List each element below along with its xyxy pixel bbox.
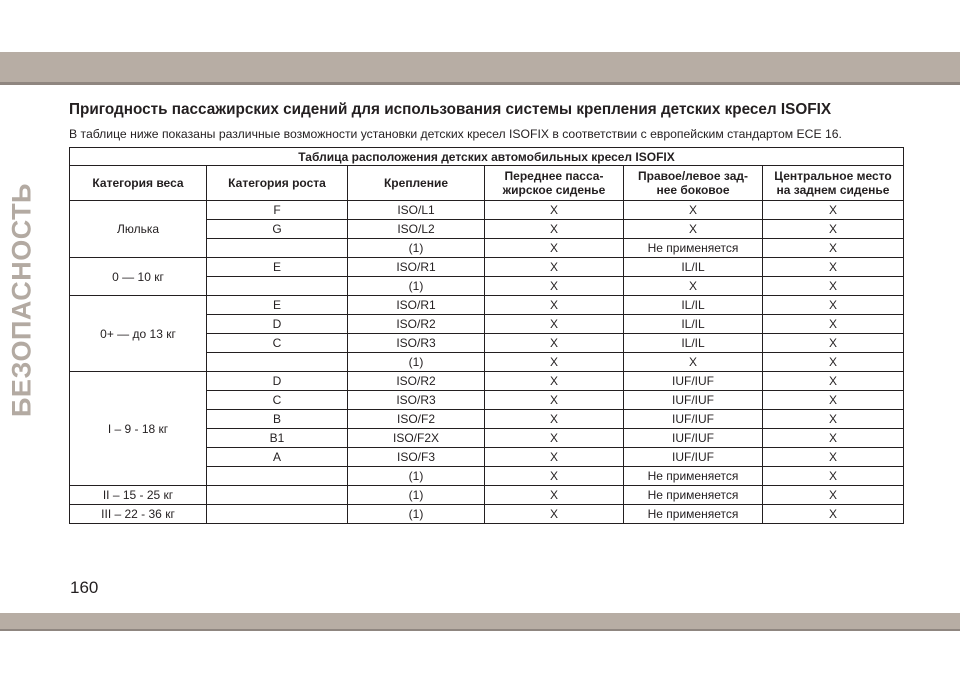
section-side-title-text: БЕЗОПАСНОСТЬ: [6, 183, 37, 417]
rear-side-cell: Не применяется: [624, 486, 763, 505]
size-class-cell: B1: [207, 429, 348, 448]
front-seat-cell: X: [485, 296, 624, 315]
size-class-cell: B: [207, 410, 348, 429]
front-seat-cell: X: [485, 486, 624, 505]
table-row: [70, 372, 904, 391]
column-header: Категория роста: [207, 166, 348, 201]
rear-side-cell: Не применяется: [624, 239, 763, 258]
size-class-cell: G: [207, 220, 348, 239]
rear-side-cell: IUF/IUF: [624, 391, 763, 410]
size-class-cell: D: [207, 315, 348, 334]
fixture-cell: (1): [348, 467, 485, 486]
page-heading: Пригодность пассажирских сидений для использования системы крепления детских кресел ISOFIX: [69, 101, 832, 118]
weight-category-cell: II – 15 - 25 кг: [70, 486, 207, 505]
size-class-cell: [207, 486, 348, 505]
size-class-cell: D: [207, 372, 348, 391]
fixture-cell: ISO/L1: [348, 201, 485, 220]
footer-band: [0, 613, 960, 629]
rear-side-cell: IUF/IUF: [624, 410, 763, 429]
weight-category-cell: III – 22 - 36 кг: [70, 505, 207, 524]
front-seat-cell: X: [485, 353, 624, 372]
rear-side-cell: Не применяется: [624, 467, 763, 486]
rear-center-cell: X: [763, 201, 904, 220]
fixture-cell: ISO/R1: [348, 296, 485, 315]
fixture-cell: ISO/F2: [348, 410, 485, 429]
front-seat-cell: X: [485, 220, 624, 239]
size-class-cell: [207, 467, 348, 486]
table-row: [70, 296, 904, 315]
table-row: [70, 201, 904, 220]
fixture-cell: ISO/R1: [348, 258, 485, 277]
size-class-cell: E: [207, 296, 348, 315]
front-seat-cell: X: [485, 258, 624, 277]
rear-center-cell: X: [763, 410, 904, 429]
fixture-cell: (1): [348, 505, 485, 524]
size-class-cell: [207, 239, 348, 258]
rear-side-cell: X: [624, 220, 763, 239]
rear-center-cell: X: [763, 258, 904, 277]
table-header-row: [70, 166, 904, 201]
rear-side-cell: IL/IL: [624, 258, 763, 277]
front-seat-cell: X: [485, 410, 624, 429]
rear-center-cell: X: [763, 486, 904, 505]
rear-center-cell: X: [763, 448, 904, 467]
rear-center-cell: X: [763, 220, 904, 239]
front-seat-cell: X: [485, 277, 624, 296]
rear-side-cell: IL/IL: [624, 334, 763, 353]
table-caption: Таблица расположения детских автомобильных кресел ISOFIX: [70, 148, 904, 166]
table-body: [70, 201, 904, 524]
page-number: 160: [70, 578, 99, 597]
rear-center-cell: X: [763, 315, 904, 334]
rear-center-cell: X: [763, 239, 904, 258]
front-seat-cell: X: [485, 372, 624, 391]
weight-category-cell: 0+ — до 13 кг: [70, 296, 207, 372]
footer-rule: [0, 629, 960, 631]
front-seat-cell: X: [485, 505, 624, 524]
weight-category-cell: I – 9 - 18 кг: [70, 372, 207, 486]
front-seat-cell: X: [485, 448, 624, 467]
column-header: Центральное место на заднем сиденье: [763, 166, 904, 201]
column-header: Категория веса: [70, 166, 207, 201]
size-class-cell: [207, 505, 348, 524]
rear-side-cell: IUF/IUF: [624, 372, 763, 391]
rear-center-cell: X: [763, 467, 904, 486]
table-row: [70, 505, 904, 524]
fixture-cell: (1): [348, 239, 485, 258]
front-seat-cell: X: [485, 429, 624, 448]
fixture-cell: ISO/F3: [348, 448, 485, 467]
weight-category-cell: Люлька: [70, 201, 207, 258]
size-class-cell: E: [207, 258, 348, 277]
front-seat-cell: X: [485, 467, 624, 486]
rear-side-cell: IUF/IUF: [624, 448, 763, 467]
fixture-cell: (1): [348, 486, 485, 505]
rear-side-cell: X: [624, 201, 763, 220]
header-band: [0, 52, 960, 82]
front-seat-cell: X: [485, 315, 624, 334]
weight-category-cell: 0 — 10 кг: [70, 258, 207, 296]
size-class-cell: [207, 277, 348, 296]
fixture-cell: ISO/R3: [348, 391, 485, 410]
intro-paragraph: В таблице ниже показаны различные возможности установки детских кресел ISOFIX в соответствии с европейским стандартом ECE 16.: [69, 127, 842, 141]
front-seat-cell: X: [485, 391, 624, 410]
size-class-cell: [207, 353, 348, 372]
rear-center-cell: X: [763, 334, 904, 353]
fixture-cell: ISO/R2: [348, 372, 485, 391]
column-header: Переднее пасса- жирское сиденье: [485, 166, 624, 201]
column-header: Правое/левое зад- нее боковое: [624, 166, 763, 201]
fixture-cell: ISO/R2: [348, 315, 485, 334]
rear-side-cell: IL/IL: [624, 296, 763, 315]
fixture-cell: ISO/R3: [348, 334, 485, 353]
fixture-cell: (1): [348, 277, 485, 296]
table-row: [70, 258, 904, 277]
fixture-cell: ISO/L2: [348, 220, 485, 239]
fixture-cell: ISO/F2X: [348, 429, 485, 448]
table-row: [70, 486, 904, 505]
isofix-table: [69, 147, 904, 524]
rear-center-cell: X: [763, 353, 904, 372]
rear-side-cell: X: [624, 353, 763, 372]
front-seat-cell: X: [485, 201, 624, 220]
rear-center-cell: X: [763, 505, 904, 524]
rear-center-cell: X: [763, 372, 904, 391]
rear-center-cell: X: [763, 391, 904, 410]
rear-center-cell: X: [763, 429, 904, 448]
header-rule: [0, 82, 960, 85]
rear-center-cell: X: [763, 277, 904, 296]
size-class-cell: F: [207, 201, 348, 220]
rear-side-cell: IUF/IUF: [624, 429, 763, 448]
size-class-cell: C: [207, 391, 348, 410]
column-header: Крепление: [348, 166, 485, 201]
front-seat-cell: X: [485, 334, 624, 353]
rear-center-cell: X: [763, 296, 904, 315]
rear-side-cell: IL/IL: [624, 315, 763, 334]
rear-side-cell: X: [624, 277, 763, 296]
rear-side-cell: Не применяется: [624, 505, 763, 524]
size-class-cell: A: [207, 448, 348, 467]
size-class-cell: C: [207, 334, 348, 353]
fixture-cell: (1): [348, 353, 485, 372]
front-seat-cell: X: [485, 239, 624, 258]
